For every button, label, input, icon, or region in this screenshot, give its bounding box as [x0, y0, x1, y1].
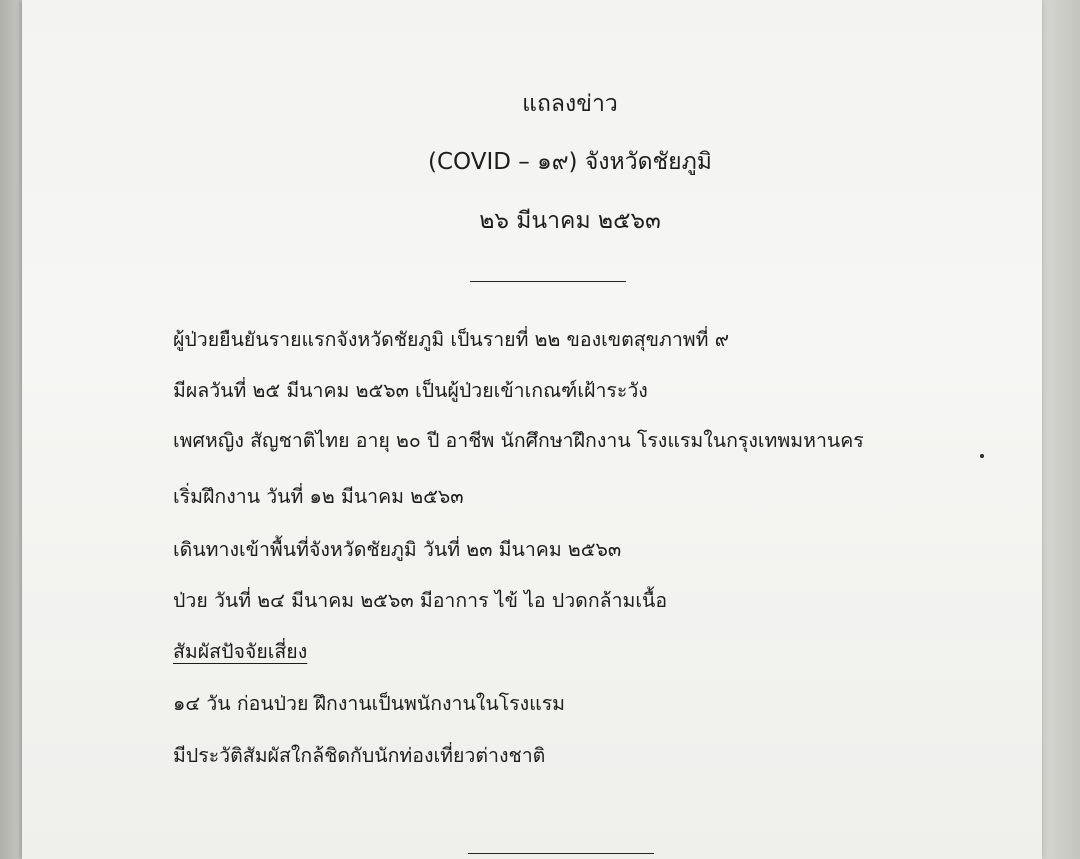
paper-speck: [980, 454, 984, 458]
body-line-result-date: มีผลวันที่ ๒๕ มีนาคม ๒๕๖๓ เป็นผู้ป่วยเข้าเกณฑ์เฝ้าระวัง: [173, 379, 648, 402]
document-subtitle: (COVID – ๑๙) จังหวัดชัยภูมิ: [428, 149, 712, 175]
body-line-internship-start: เริ่มฝึกงาน วันที่ ๑๒ มีนาคม ๒๕๖๓: [173, 485, 464, 508]
background-right-edge: [1040, 0, 1080, 859]
body-line-patient-confirmed: ผู้ป่วยยืนยันรายแรกจังหวัดชัยภูมิ เป็นรายที่ ๒๒ ของเขตสุขภาพที่ ๙: [173, 328, 729, 351]
document-title: แถลงข่าว: [522, 91, 618, 117]
separator-line-top: [470, 281, 626, 282]
body-line-patient-profile: เพศหญิง สัญชาติไทย อายุ ๒๐ ปี อาชีพ นักศึกษาฝึกงาน โรงแรมในกรุงเทพมหานคร: [173, 429, 864, 452]
background-left-edge: [0, 0, 24, 859]
document-date: ๒๖ มีนาคม ๒๕๖๓: [479, 208, 661, 234]
body-line-exposure-work: ๑๔ วัน ก่อนป่วย ฝึกงานเป็นพนักงานในโรงแรม: [173, 692, 566, 715]
body-line-travel: เดินทางเข้าพื้นที่จังหวัดชัยภูมิ วันที่ ๒๓ มีนาคม ๒๕๖๓: [173, 538, 622, 561]
body-line-exposure-contact: มีประวัติสัมผัสใกล้ชิดกับนักท่องเที่ยวต่างชาติ: [173, 744, 546, 767]
section-heading-risk-exposure: สัมผัสปัจจัยเสี่ยง: [173, 640, 308, 663]
paper-sheet: [22, 0, 1042, 859]
separator-line-bottom: [468, 853, 654, 854]
body-line-symptoms: ป่วย วันที่ ๒๔ มีนาคม ๒๕๖๓ มีอาการ ไข้ ไอ ปวดกล้ามเนื้อ: [173, 589, 668, 612]
